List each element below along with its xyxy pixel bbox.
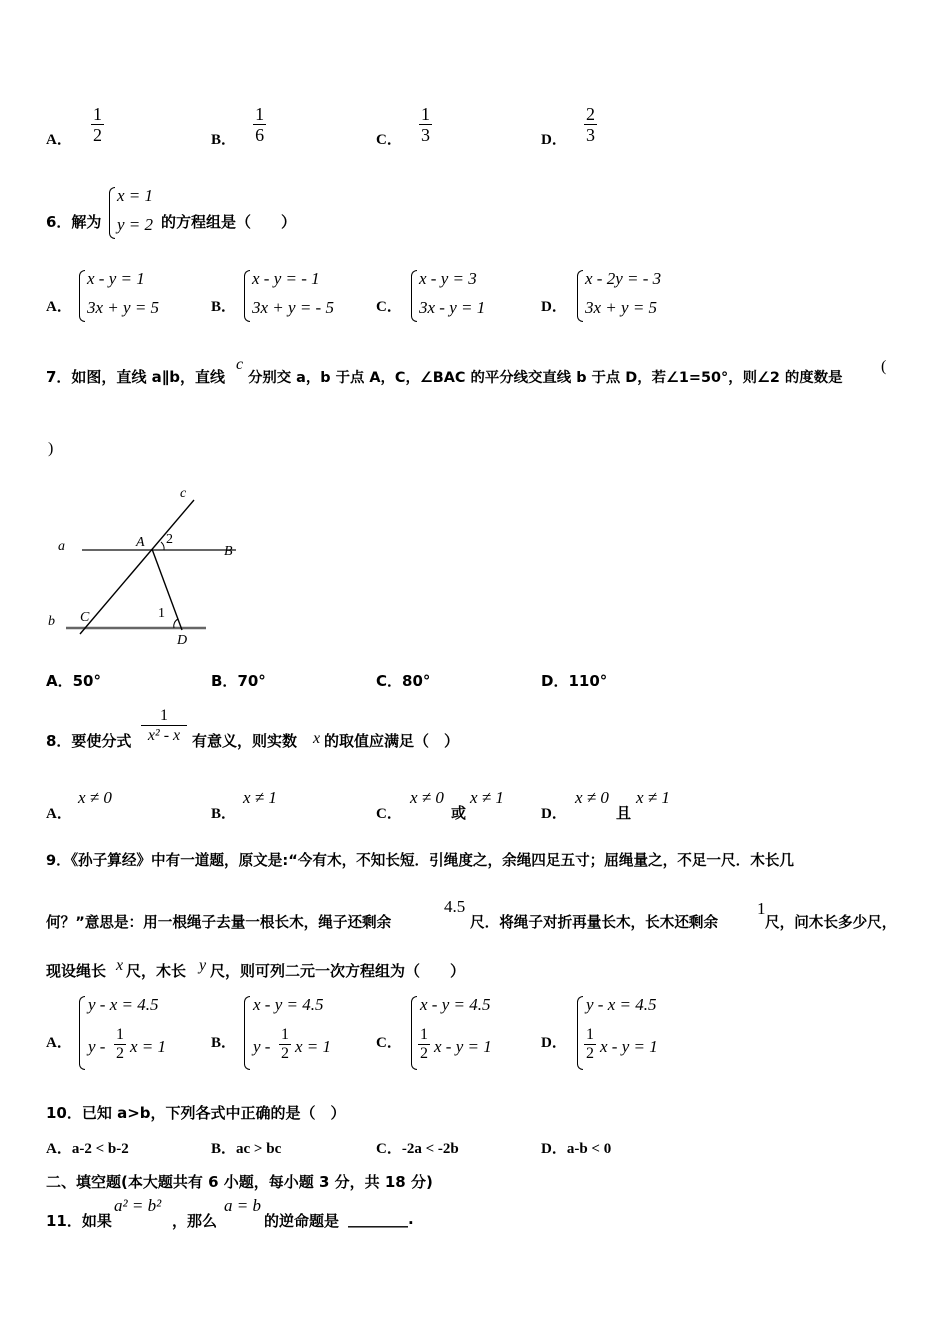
q8-var-x: x [313, 730, 321, 747]
q11-expr2: a = b [224, 1196, 261, 1215]
q10-option-a[interactable]: A．a-2 < b-2 [46, 1141, 129, 1157]
label-point-c: C [80, 610, 90, 625]
q11-answer-blank[interactable]: ________. [348, 1210, 414, 1228]
q7-figure [40, 480, 260, 655]
q9-var-y: y [199, 957, 207, 974]
brace [244, 996, 250, 1070]
q7-option-d[interactable]: D．110° [541, 672, 608, 690]
fraction: $\frac{1}{2}$ [281, 1026, 289, 1062]
brace [577, 996, 583, 1070]
label-angle-1: 1 [158, 606, 165, 621]
brace [109, 187, 115, 239]
q8-middle: 有意义，则实数 [192, 732, 298, 750]
fraction: $\frac{1}{2}$ [586, 1026, 594, 1062]
fraction: $\frac{1}{6}$ [255, 104, 265, 145]
section-2-heading: 二、填空题(本大题共有 6 小题，每小题 3 分，共 18 分) [46, 1173, 433, 1191]
q5-option-a[interactable]: A． $\frac{1}{2}$ [46, 104, 102, 148]
q6-sys-line1: x = 1 [117, 186, 154, 205]
brace [79, 996, 85, 1070]
line-c [80, 500, 194, 634]
q11-expr1: a² = b² [114, 1196, 162, 1215]
q5-option-c[interactable]: C． $\frac{1}{3}$ [376, 104, 430, 148]
q7-close-paren: ) [48, 440, 54, 457]
q9-line3-b: 尺，木长 [126, 962, 187, 980]
fraction: $\frac{2}{3}$ [585, 104, 595, 145]
label-point-d: D [177, 633, 188, 648]
q7-open-paren: ( [881, 358, 887, 375]
q9-line3-a: 现设绳长 [46, 962, 107, 980]
q9-var-x: x [116, 957, 124, 974]
q11-prefix: 11．如果 [46, 1212, 112, 1230]
brace [577, 270, 583, 322]
fraction: $\frac{1}{2}$ [420, 1026, 428, 1062]
q11-suffix: 的逆命题是 [264, 1212, 340, 1230]
q9-line3-c: 尺，则可列二元一次方程组为（ ） [210, 962, 466, 980]
q7-option-a[interactable]: A．50° [46, 672, 101, 690]
q7-option-c[interactable]: C．80° [376, 672, 431, 690]
q7-var-c: c [236, 356, 244, 373]
q7-text-a: 7．如图，直线 a∥b，直线 [46, 368, 226, 386]
brace [411, 270, 417, 322]
angle-1-arc [174, 619, 178, 628]
angle-2-arc [161, 542, 164, 550]
brace [79, 270, 85, 322]
bisector-ad [152, 549, 182, 630]
fraction: $\frac{1}{2}$ [116, 1026, 124, 1062]
fraction: $\frac{1}{2}$ [92, 104, 102, 145]
brace [411, 996, 417, 1070]
q5-option-d[interactable]: D． $\frac{2}{3}$ [541, 104, 595, 148]
q5-option-b[interactable]: B． $\frac{1}{6}$ [211, 104, 265, 148]
q9-line2-a: 何？”意思是：用一根绳子去量一根长木，绳子还剩余 [46, 914, 392, 931]
label-point-b: B [224, 544, 233, 559]
q11-middle: ，那么 [172, 1212, 218, 1230]
q9-val2: 1 [757, 899, 766, 918]
label-a: a [58, 539, 65, 554]
label-angle-2: 2 [166, 532, 173, 547]
q7-option-b[interactable]: B．70° [211, 672, 266, 690]
label-point-a: A [136, 535, 145, 550]
brace [244, 270, 250, 322]
q10-option-c[interactable]: C．-2a < -2b [376, 1141, 459, 1157]
q6-prefix: 6．解为 [46, 213, 102, 231]
q6-suffix: 的方程组是（ ） [161, 213, 297, 231]
q10-text: 10．已知 a>b，下列各式中正确的是（ ） [46, 1104, 346, 1122]
q9-line1: 9．《孙子算经》中有一道题，原文是:“今有木，不知长短．引绳度之，余绳四足五寸；屈绳量之，不足一尺．木长几 [46, 852, 794, 869]
q8-fraction: 1 x² - x [141, 706, 187, 745]
q9-line2-b: 尺．将绳子对折再量长木，长木还剩余 [470, 914, 719, 931]
fraction: $\frac{1}{3}$ [420, 104, 430, 145]
q9-line2-c: 尺，问木长多少尺， [765, 914, 897, 931]
q10-option-b[interactable]: B．ac > bc [211, 1141, 282, 1157]
q9-val1: 4.5 [444, 897, 466, 916]
q7-text-b: 分别交 a，b 于点 A，C，∠BAC 的平分线交直线 b 于点 D，若∠1=50°，则∠2 的度数是 [248, 370, 843, 386]
q10-option-d[interactable]: D．a-b < 0 [541, 1141, 612, 1157]
label-b: b [48, 614, 55, 629]
q6-sys-line2: y = 2 [117, 215, 154, 234]
q8-prefix: 8．要使分式 [46, 732, 132, 750]
q8-suffix: 的取值应满足（ ） [324, 732, 460, 750]
label-c: c [180, 486, 187, 501]
